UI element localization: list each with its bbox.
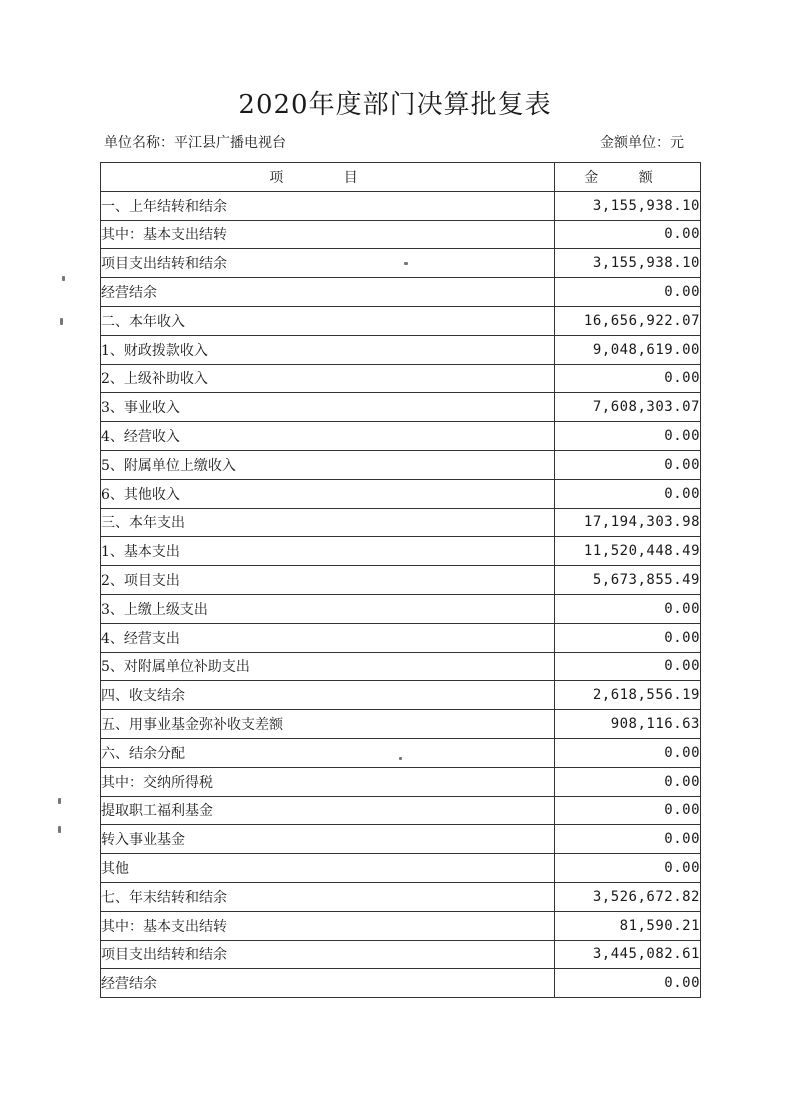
column-header-item: 项 目 <box>101 163 555 192</box>
scan-speck <box>60 318 63 325</box>
approval-table <box>100 162 701 998</box>
row-amount: 11,520,448.49 <box>555 537 701 566</box>
row-label: 二、本年收入 <box>101 306 555 335</box>
table-row <box>101 738 701 767</box>
row-amount: 0.00 <box>555 738 701 767</box>
table-row <box>101 796 701 825</box>
row-amount: 0.00 <box>555 364 701 393</box>
row-amount: 81,590.21 <box>555 911 701 940</box>
row-amount: 17,194,303.98 <box>555 508 701 537</box>
row-amount: 0.00 <box>555 278 701 307</box>
table-row <box>101 364 701 393</box>
row-amount: 3,526,672.82 <box>555 882 701 911</box>
table-row <box>101 594 701 623</box>
row-label: 四、收支结余 <box>101 681 555 710</box>
row-amount: 0.00 <box>555 450 701 479</box>
table-row <box>101 278 701 307</box>
row-label: 1、财政拨款收入 <box>101 335 555 364</box>
row-label: 其中：交纳所得税 <box>101 767 555 796</box>
row-label: 5、对附属单位补助支出 <box>101 652 555 681</box>
table-row <box>101 681 701 710</box>
table-row <box>101 306 701 335</box>
row-label: 五、用事业基金弥补收支差额 <box>101 710 555 739</box>
row-label: 2、上级补助收入 <box>101 364 555 393</box>
row-amount: 3,155,938.10 <box>555 249 701 278</box>
row-amount: 0.00 <box>555 479 701 508</box>
row-amount: 0.00 <box>555 767 701 796</box>
row-amount: 0.00 <box>555 969 701 998</box>
page-title: 2020年度部门决算批复表 <box>238 90 552 120</box>
row-label: 2、项目支出 <box>101 566 555 595</box>
row-amount: 0.00 <box>555 422 701 451</box>
row-label: 5、附属单位上缴收入 <box>101 450 555 479</box>
table-row <box>101 191 701 220</box>
table-row <box>101 508 701 537</box>
scan-speck <box>62 276 65 281</box>
amount-unit-label: 金额单位：元 <box>600 135 684 151</box>
row-amount: 0.00 <box>555 623 701 652</box>
row-amount: 0.00 <box>555 652 701 681</box>
row-label: 六、结余分配 <box>101 738 555 767</box>
table-row <box>101 450 701 479</box>
row-label: 转入事业基金 <box>101 825 555 854</box>
row-label: 4、经营支出 <box>101 623 555 652</box>
row-amount: 0.00 <box>555 825 701 854</box>
table-row <box>101 566 701 595</box>
row-amount: 3,155,938.10 <box>555 191 701 220</box>
row-amount: 0.00 <box>555 796 701 825</box>
table-row <box>101 710 701 739</box>
row-amount: 0.00 <box>555 220 701 249</box>
table-row <box>101 882 701 911</box>
row-amount: 908,116.63 <box>555 710 701 739</box>
row-amount: 5,673,855.49 <box>555 566 701 595</box>
table-row <box>101 249 701 278</box>
table-row <box>101 911 701 940</box>
table-row <box>101 969 701 998</box>
table-body <box>101 191 701 997</box>
row-label: 其中：基本支出结转 <box>101 220 555 249</box>
row-label: 七、年末结转和结余 <box>101 882 555 911</box>
unit-name-label: 单位名称：平江县广播电视台 <box>104 135 286 151</box>
row-amount: 2,618,556.19 <box>555 681 701 710</box>
row-label: 项目支出结转和结余 <box>101 249 555 278</box>
row-label: 提取职工福利基金 <box>101 796 555 825</box>
table-row <box>101 479 701 508</box>
row-label: 6、其他收入 <box>101 479 555 508</box>
row-label: 3、事业收入 <box>101 393 555 422</box>
column-header-amount: 金 额 <box>555 163 701 192</box>
table-row <box>101 220 701 249</box>
table-row <box>101 393 701 422</box>
row-amount: 16,656,922.07 <box>555 306 701 335</box>
row-label: 4、经营收入 <box>101 422 555 451</box>
row-amount: 0.00 <box>555 854 701 883</box>
row-label: 1、基本支出 <box>101 537 555 566</box>
table-row <box>101 623 701 652</box>
table-row <box>101 652 701 681</box>
row-label: 其他 <box>101 854 555 883</box>
row-amount: 0.00 <box>555 594 701 623</box>
table-row <box>101 854 701 883</box>
row-label: 项目支出结转和结余 <box>101 940 555 969</box>
row-label: 3、上缴上级支出 <box>101 594 555 623</box>
table-row <box>101 825 701 854</box>
scan-speck <box>399 757 402 760</box>
row-amount: 9,048,619.00 <box>555 335 701 364</box>
scan-speck <box>58 826 61 833</box>
table-row <box>101 335 701 364</box>
row-label: 其中：基本支出结转 <box>101 911 555 940</box>
row-label: 一、上年结转和结余 <box>101 191 555 220</box>
scan-speck <box>58 798 61 804</box>
row-label: 经营结余 <box>101 969 555 998</box>
table-row <box>101 422 701 451</box>
table-row <box>101 767 701 796</box>
row-label: 经营结余 <box>101 278 555 307</box>
row-amount: 3,445,082.61 <box>555 940 701 969</box>
table-header-row <box>101 163 701 192</box>
row-amount: 7,608,303.07 <box>555 393 701 422</box>
table-row <box>101 537 701 566</box>
scan-speck <box>404 262 408 265</box>
table-row <box>101 940 701 969</box>
row-label: 三、本年支出 <box>101 508 555 537</box>
